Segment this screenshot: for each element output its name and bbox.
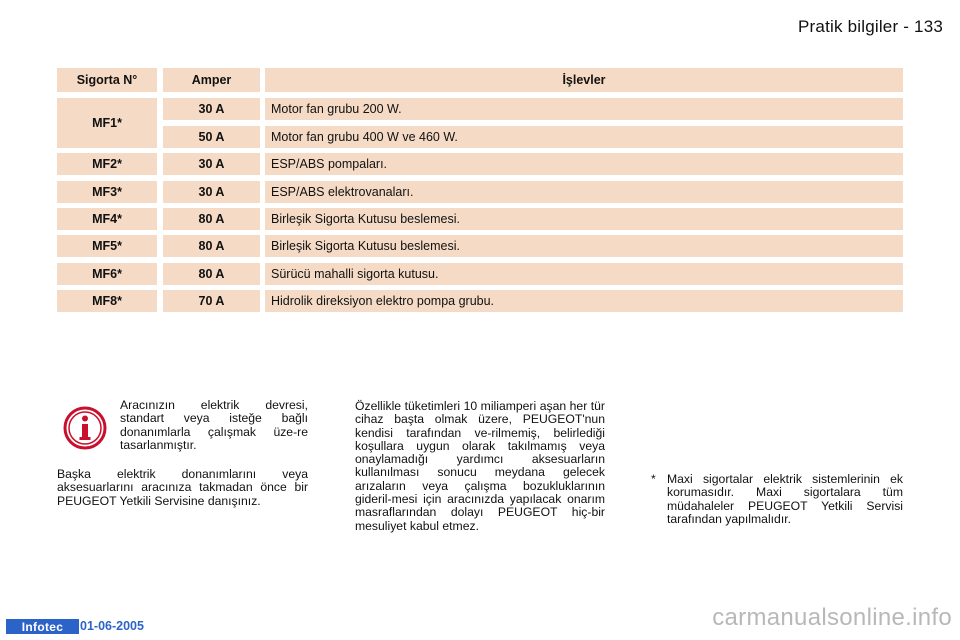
amps-cell: 80 A	[163, 235, 260, 257]
function-cell: Birleşik Sigorta Kutusu beslemesi.	[265, 208, 903, 230]
function-cell: ESP/ABS pompaları.	[265, 153, 903, 175]
amps-cell: 80 A	[163, 263, 260, 285]
page-title: Pratik bilgiler - 133	[798, 17, 943, 36]
amps-cell: 30 A	[163, 153, 260, 175]
function-cell: Sürücü mahalli sigorta kutusu.	[265, 263, 903, 285]
footnote-marker: *	[651, 472, 656, 486]
amps-cell: 50 A	[163, 126, 260, 148]
amps-cell: 80 A	[163, 208, 260, 230]
function-cell: ESP/ABS elektrovanaları.	[265, 181, 903, 203]
fuse-table	[57, 68, 903, 314]
footnote-text: Maxi sigortalar elektrik sistemlerinin ek korumasıdır. Maxi sigortalara tüm müdahaleler PEUGEOT Yetkili Servisi tarafından yapılmalıdır.	[667, 472, 903, 526]
fuse-cell: MF2*	[57, 153, 157, 175]
liability-paragraph: Özellikle tüketimleri 10 miliamperi aşan her tür cihaz başta olmak üzere, PEUGEOT'nun kendisi tarafından ve-rilmemiş, belirlediği koşullara uygun olarak takılmamış veya onaylamadığı yardımcı aksesuarların kullanılması sonucu meydana gelecek arızaların veya çalışma bozukluklarının gideril-mesi için aracınızda yapılacak onarım masraflarından dolayı PEUGEOT hiç-bir mesuliyet kabul etmez.	[355, 399, 605, 533]
edition-date: 01-06-2005	[80, 619, 144, 633]
column-header-fuse: Sigorta N°	[57, 68, 157, 92]
watermark: carmanualsonline.info	[712, 604, 952, 631]
fuse-cell: MF4*	[57, 208, 157, 230]
column-header-functions: İşlevler	[265, 68, 903, 92]
fuse-cell: MF1*	[57, 98, 157, 148]
function-cell: Hidrolik direksiyon elektro pompa grubu.	[265, 290, 903, 312]
amps-cell: 70 A	[163, 290, 260, 312]
amps-cell: 30 A	[163, 98, 260, 120]
fuse-cell: MF6*	[57, 263, 157, 285]
fuse-cell: MF8*	[57, 290, 157, 312]
footnote	[651, 473, 903, 526]
amps-cell: 30 A	[163, 181, 260, 203]
function-cell: Motor fan grubu 400 W ve 460 W.	[265, 126, 903, 148]
fuse-cell: MF3*	[57, 181, 157, 203]
fuse-cell: MF5*	[57, 235, 157, 257]
info-text: Aracınızın elektrik devresi, standart veya isteğe bağlı donanımlarla çalışmak üze-re tasarlanmıştır.	[120, 398, 308, 452]
info-icon	[62, 405, 108, 451]
function-cell: Birleşik Sigorta Kutusu beslemesi.	[265, 235, 903, 257]
function-cell: Motor fan grubu 200 W.	[265, 98, 903, 120]
column-header-amps: Amper	[163, 68, 260, 92]
infotec-logo: Infotec	[6, 619, 79, 634]
advice-paragraph: Başka elektrik donanımlarını veya aksesuarlarını aracınıza takmadan önce bir PEUGEOT Yetkili Servisine danışınız.	[57, 467, 308, 508]
